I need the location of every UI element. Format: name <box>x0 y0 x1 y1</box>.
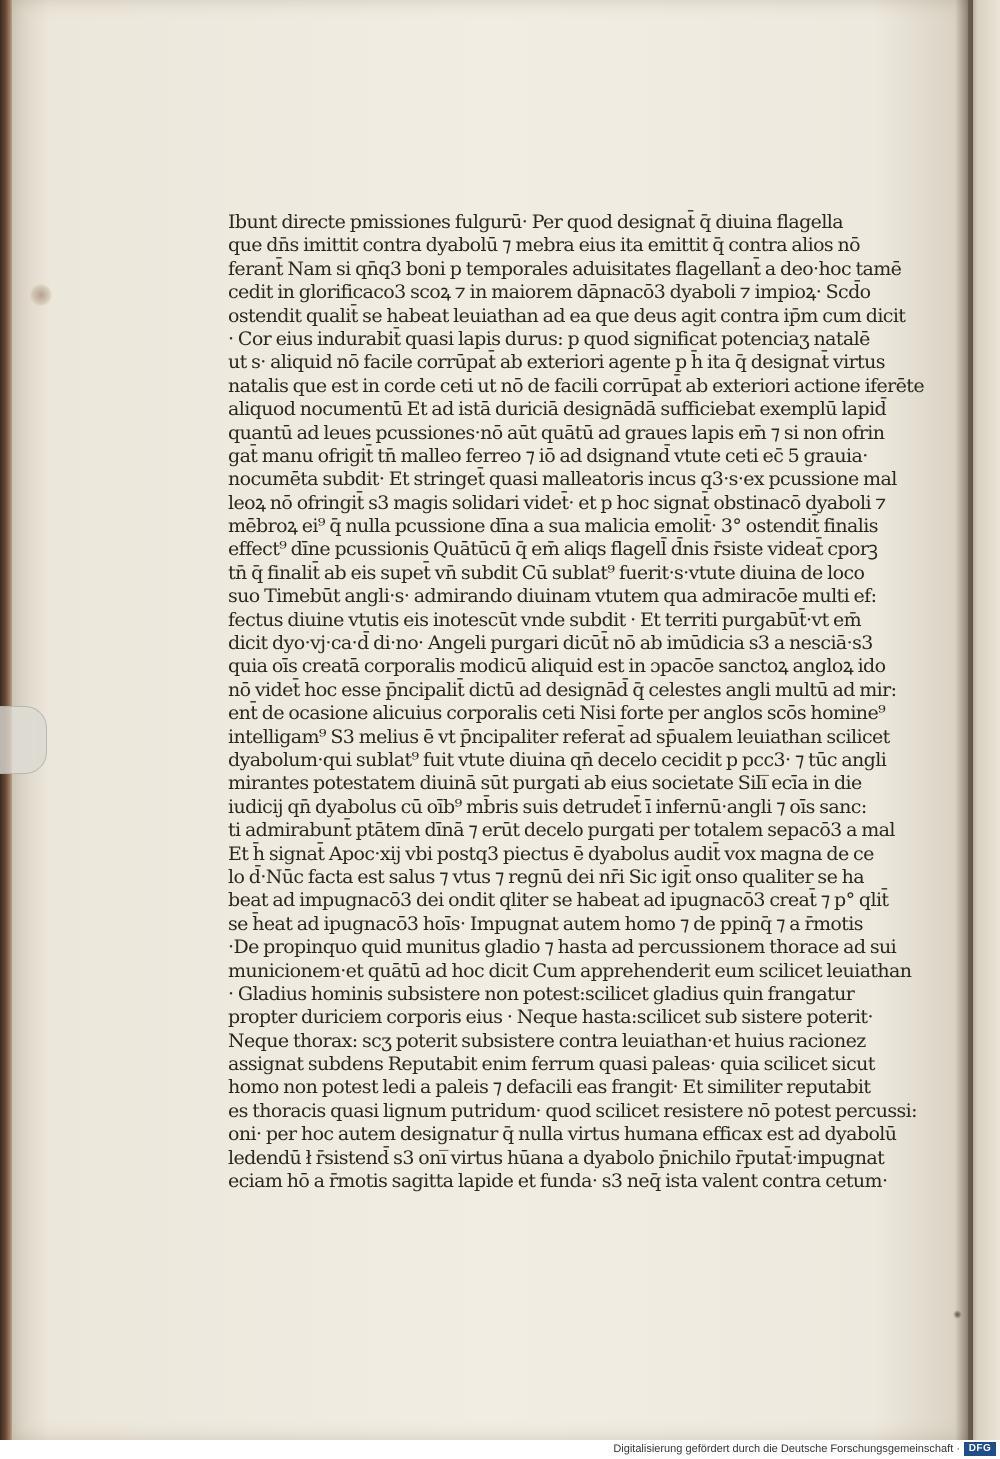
text-line: suo Timebūt angli·s· admirando diuinam vtutem qua admiracōe multi ef: <box>228 585 877 608</box>
text-line: mirantes potestatem diuinā sūt purgati ab eius societate Sili̅ ecīa in die <box>228 772 862 795</box>
text-line: ut s· aliquid nō facile corrūpat̄ ab exteriori agente p h̄ ita q̄ designat̄ virtus <box>228 351 885 374</box>
text-line: dyabolum·qui sublat⁹ fuit vtute diuina qn̄ decelo cecidit p pcc3· ⁊ tūc angli <box>228 748 887 771</box>
text-line: propter duriciem corporis eius · Neque hasta:scilicet sub sistere poterit· <box>228 1006 873 1029</box>
text-line: aliquod nocumentū Et ad istā duriciā designādā sufficiebat exemplū lapid̄ <box>228 398 887 421</box>
funding-credit: Digitalisierung gefördert durch die Deutsche Forschungsgemeinschaft · <box>613 1443 960 1455</box>
text-line: gat̄ manu ofrigit̄ tn̄ malleo ferreo ⁊ iō ad dsignand̄ vtute ceti ec̄ 5 grauia· <box>228 444 868 467</box>
text-line: nō videt̄ hoc esse p̄ncipalit̄ dictū ad designād̄ q̄ celestes angli multū ad mir: <box>228 678 897 701</box>
text-line: que dn̄s imittit contra dyabolū ⁊ mebra eius ita emittit q̄ contra alios nō <box>228 234 860 257</box>
text-line: tn̄ q̄ finalit̄ ab eis supet̄ vn̄ subdit Cū sublat⁹ fuerit·s·vtute diuina de loco <box>228 561 865 584</box>
text-line: mēbroꝝ ei⁹ q̄ nulla pcussione dīna a sua malicia emolit̄· 3° ostendit̄ finalis <box>228 515 878 538</box>
incunable-text-block <box>228 211 924 1193</box>
text-line: · Gladius hominis subsistere non potest:scilicet gladius quin frangatur <box>228 982 855 1005</box>
text-line: se h̄eat ad ipugnacō3 hoīs· Impugnat autem homo ⁊ de ppinq̄ ⁊ a r̄motis <box>228 912 863 935</box>
text-line: ostendit qualit̄ se habeat leuiathan ad ea que deus agit contra ip̄m cum dicit <box>228 304 906 327</box>
ink-stain <box>30 284 52 306</box>
page-clip <box>0 706 47 774</box>
spine-shadow <box>955 0 973 1440</box>
dfg-logo: DFG <box>964 1442 996 1456</box>
text-line: nocumēta subdit· Et stringet̄ quasi malleatoris incus q3·s·ex pcussione mal <box>228 468 897 491</box>
text-line: Ibunt directe pmissiones fulgurū· Per quod designat̄ q̄ diuina flagella <box>228 211 843 233</box>
text-line: beat ad impugnacō3 dei ondit qliter se habeat ad ipugnacō3 creat̄ ⁊ p° qlit̄ <box>228 889 889 912</box>
ink-dot <box>953 1310 962 1319</box>
text-line: cedit in glorificaco3 scoꝝ ⁊ in maiorem dāpnacō3 dyaboli ⁊ impioꝝ· Scd̄o <box>228 281 871 304</box>
text-line: Et h̄ signat̄ Apoc·xij vbi postq3 piectus ē dyabolus audit̄ vox magna de ce <box>228 842 874 865</box>
text-line: lo d̄·Nūc facta est salus ⁊ vtus ⁊ regnū dei nr̄i Sic igit̄ onso qualiter se ha <box>228 865 865 888</box>
text-line: ent̄ de ocasione alicuius corporalis ceti Nisi forte per anglos scōs homine⁹ <box>228 702 886 725</box>
text-line: quantū ad leues pcussiones·nō aūt quātū ad graues lapis em̄ ⁊ si non ofrin <box>228 421 885 444</box>
text-line: natalis que est in corde ceti ut nō de facili corrūpat̄ ab exteriori actione iferēte <box>228 374 924 397</box>
text-line: ·De propinquo quid munitus gladio ⁊ hasta ad percussionem thorace ad sui <box>228 936 897 959</box>
text-line: ferant̄ Nam si qn̄q3 boni p temporales aduisitates flagellant̄ a deo·hoc tamē <box>228 257 902 280</box>
text-line: eciam hō a r̄motis sagitta lapide et funda· s3 neq̄ ista valent contra cetum· <box>228 1170 888 1193</box>
text-line: es thoracis quasi lignum putridum· quod scilicet resistere nō potest percussi: <box>228 1099 917 1122</box>
text-line: oni· per hoc autem designatur q̄ nulla virtus humana efficax est ad dyabolū <box>228 1123 897 1146</box>
text-line: Neque thorax: scʒ poterit subsistere contra leuiathan·et huius racionez <box>228 1029 866 1052</box>
text-line: assignat subdens Reputabit enim ferrum quasi paleas· quia scilicet sicut <box>228 1053 875 1076</box>
text-line: municionem·et quātū ad hoc dicit Cum apprehenderit eum scilicet leuiathan <box>228 959 912 982</box>
text-line: · Cor eius indurabit̄ quasi lapis durus: p quod significat potenciaʒ natalē <box>228 327 870 350</box>
text-line: homo non potest ledi a paleis ⁊ defacili eas frangit· Et similiter reputabit <box>228 1076 871 1099</box>
text-line: effect⁹ dīne pcussionis Quātūcū q̄ em̄ aliqs flagell̄ d̄nis r̄siste videat̄ cporꝫ <box>228 538 878 561</box>
text-line: dicit dyo·vj·ca·d̄ di·no· Angeli purgari dicūt̄ nō ab imūdicia s3 a nesciā·s3 <box>228 632 873 655</box>
text-line: iudicij qn̄ dyabolus cū oīb⁹ mb̄ris suis detrudet̄ ī infernū·angli ⁊ oīs sanc: <box>228 795 867 818</box>
footer-bar <box>0 1440 1000 1459</box>
text-line: quia oīs creatā corporalis modicū aliquid est in ɔpacōe sanctoꝝ angloꝝ ido <box>228 655 886 678</box>
text-line: ti admirabunt̄ ptātem dīnā ⁊ erūt decelo purgati per totalem sepacō3 a mal <box>228 819 895 842</box>
text-line: intelligam⁹ S3 melius ē vt p̄ncipaliter referat̄ ad sp̄ualem leuiathan scilicet <box>228 725 890 748</box>
text-line: fectus diuine vtutis eis inotescūt vnde subdit · Et territi purgabūt̄·vt em̄ <box>228 608 862 631</box>
text-line: ledendū ł r̄sistend̄ s3 oni̅ virtus hūana a dyabolo p̄nichilo r̄putat̄·impugnat <box>228 1146 885 1169</box>
text-line: leoꝝ nō ofringit̄ s3 magis solidari videt̄· et p hoc signat̄ obstinacō dyaboli ⁊ <box>228 491 886 514</box>
